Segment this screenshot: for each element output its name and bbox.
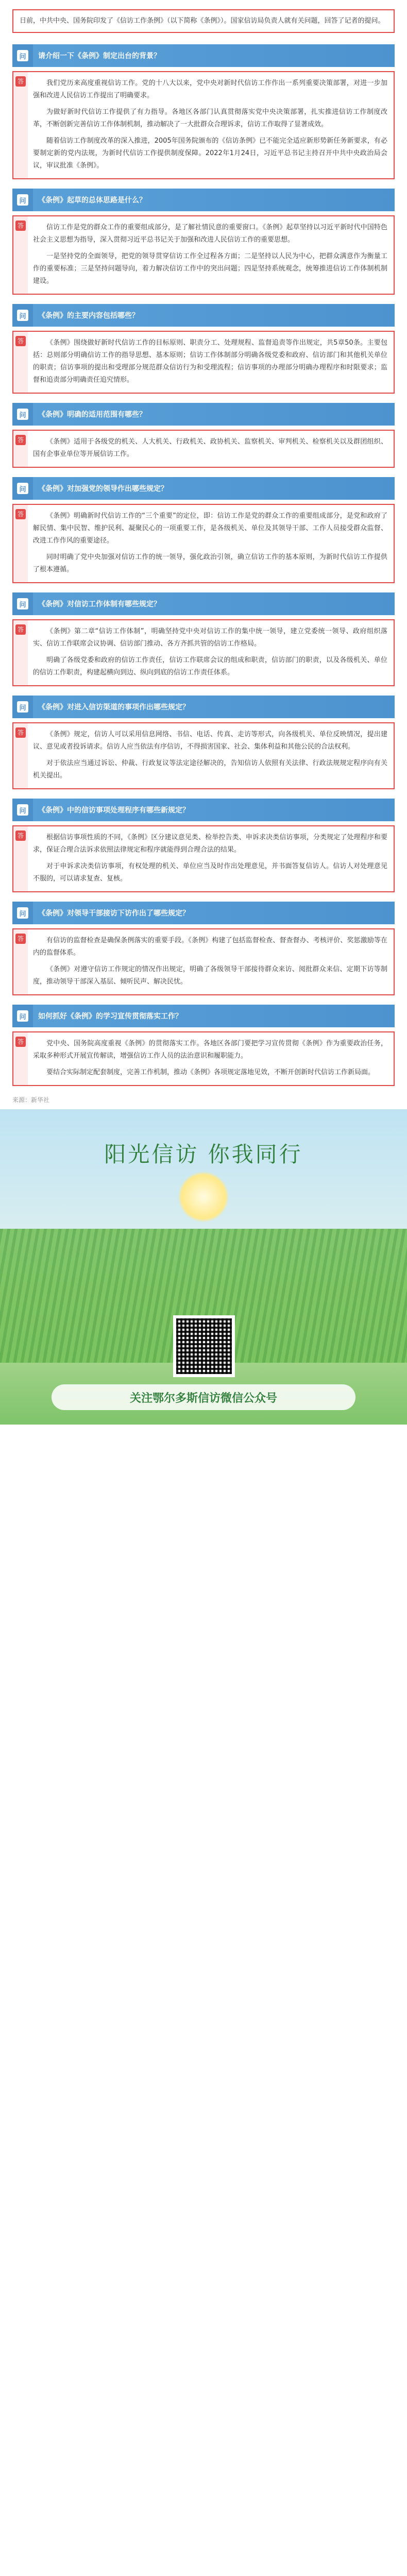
answer-box — [12, 825, 395, 892]
question-bar — [12, 189, 395, 211]
qr-code-icon — [176, 1318, 232, 1374]
answer-box — [12, 430, 395, 468]
qa-item — [12, 696, 395, 789]
answer-paragraph: 随着信访工作制度改革的深入推进，2005年国务院颁布的《信访条例》已不能完全适应新形势新任务新要求，有必要制定新的党内法规，为新时代信访工作提供制度保障。2022年1月24日，习近平总书记主持召开中共中央政治局会议，审议批准《条例》。 — [33, 137, 387, 170]
answer-paragraph: 信访工作是党的群众工作的重要组成部分，是了解社情民意的重要窗口。《条例》起草坚持以习近平新时代中国特色社会主义思想为指导，深入贯彻习近平总书记关于加强和改进人民信访工作的重要思想。 — [33, 224, 387, 244]
sun-graphic — [178, 1171, 229, 1223]
qa-item — [12, 304, 395, 394]
question-text: 《条例》明确的适用范围有哪些？ — [38, 411, 146, 419]
intro-box — [12, 9, 395, 33]
question-text: 《条例》对信访工作体制有哪些规定？ — [38, 600, 161, 608]
question-text: 《条例》的主要内容包括哪些？ — [38, 312, 139, 320]
question-bar — [12, 1005, 395, 1027]
answer-paragraph: 《条例》适用于各级党的机关、人大机关、行政机关、政协机关、监察机关、审判机关、检察机关以及群团组织、国有企事业单位等开展信访工作。 — [33, 438, 387, 458]
qa-item — [12, 799, 395, 892]
answer-box — [12, 331, 395, 394]
question-text: 《条例》对进入信访渠道的事项作出哪些规定？ — [38, 703, 190, 711]
answer-paragraph: 《条例》明确新时代信访工作的“三个重要”的定位，即：信访工作是党的群众工作的重要组成部分，是党和政府了解民情、集中民智、维护民利、凝聚民心的一项重要工作，是各级机关、单位及其领导干部、工作人员接受群众监督、改进工作作风的重要途径。 — [33, 512, 387, 545]
question-badge-icon: 问 — [12, 1005, 33, 1027]
qa-item — [12, 1005, 395, 1086]
answer-badge-icon: 答 — [13, 332, 28, 393]
question-badge-icon: 问 — [12, 304, 33, 327]
answer-paragraph: 明确了各级党委和政府的信访工作责任，信访工作联席会议的组成和职责，信访部门的职责，以及各级机关、单位的信访工作职责，构建起横向到边、纵向到底的信访工作责任体系。 — [33, 656, 387, 676]
answer-paragraph: 要结合实际制定配套制度，完善工作机制，推动《条例》各项规定落地见效，不断开创新时代信访工作新局面。 — [46, 1069, 375, 1076]
qa-item — [12, 592, 395, 686]
answer-box — [12, 504, 395, 583]
qa-item — [12, 189, 395, 295]
question-bar — [12, 403, 395, 426]
question-bar — [12, 799, 395, 821]
answer-paragraph: 为做好新时代信访工作提供了有力指导。各地区各部门认真贯彻落实党中央决策部署，扎实推进信访工作制度改革，不断创新完善信访工作体制机制，推动解决了一大批群众合理诉求，信访工作取得了显著成效。 — [33, 108, 387, 128]
question-badge-icon: 问 — [12, 592, 33, 615]
question-text: 《条例》对领导干部接访下访作出了哪些规定？ — [38, 909, 190, 918]
answer-paragraph: 一是坚持党的全面领导，把党的领导贯穿信访工作全过程各方面；二是坚持以人民为中心，把群众满意作为衡量工作的重要标准；三是坚持问题导向，着力解决信访工作中的突出问题；四是坚持系统观念，统筹推进信访工作体制机制建设。 — [33, 252, 387, 285]
qa-list — [0, 44, 407, 1086]
question-text: 《条例》对加强党的领导作出哪些规定？ — [38, 485, 168, 493]
qa-item — [12, 902, 395, 995]
answer-badge-icon: 答 — [13, 1032, 28, 1085]
answer-paragraph: 对于依法应当通过诉讼、仲裁、行政复议等法定途径解决的，告知信访人依照有关法律、行政法规规定程序向有关机关提出。 — [33, 759, 387, 779]
answer-badge-icon: 答 — [13, 826, 28, 891]
source-text: 来源：新华社 — [12, 1096, 50, 1104]
answer-badge-icon: 答 — [13, 72, 28, 178]
question-bar — [12, 902, 395, 924]
qa-item — [12, 477, 395, 583]
answer-paragraph: 有信访的监督检查是确保条例落实的重要手段。《条例》构建了包括监督检查、督查督办、考核评价、奖惩激励等在内的监督体系。 — [33, 937, 387, 957]
answer-badge-icon: 答 — [13, 216, 28, 294]
answer-badge-icon: 答 — [13, 620, 28, 685]
answer-paragraph: 《条例》规定，信访人可以采用信息网络、书信、电话、传真、走访等形式，向各级机关、单位反映情况，提出建议、意见或者投诉请求。信访人应当依法有序信访，不得损害国家、社会、集体利益和其他公民的合法权利。 — [33, 731, 387, 751]
answer-box — [12, 1031, 395, 1086]
question-badge-icon: 问 — [12, 189, 33, 211]
question-text: 如何抓好《条例》的学习宣传贯彻落实工作？ — [38, 1012, 182, 1021]
question-badge-icon: 问 — [12, 477, 33, 500]
question-badge-icon: 问 — [12, 44, 33, 67]
answer-box — [12, 722, 395, 789]
follow-label: 关注鄂尔多斯信访微信公众号 — [52, 1384, 355, 1410]
question-bar — [12, 696, 395, 718]
answer-paragraph: 《条例》围绕做好新时代信访工作的目标原则、职责分工、处理规程、监督追责等作出规定，共5章50条。主要包括：总则部分明确信访工作的指导思想、基本原则；信访工作体制部分明确各级党委和政府、信访部门和其他机关单位的职责；信访事项的提出和受理部分规范群众信访行为和受理流程；信访事项的办理部分明确办理程序和时限要求；监督和追责部分明确责任追究情形。 — [33, 339, 387, 384]
answer-paragraph: 《条例》第二章“信访工作体制”，明确坚持党中央对信访工作的集中统一领导，建立党委统一领导、政府组织落实、信访工作联席会议协调、信访部门推动、各方齐抓共管的信访工作格局。 — [33, 628, 387, 648]
answer-paragraph: 对于申诉求决类信访事项，有权处理的机关、单位应当及时作出处理意见，并书面答复信访人。信访人对处理意见不服的，可以请求复查、复核。 — [33, 862, 387, 883]
answer-paragraph: 根据信访事项性质的不同，《条例》区分建议意见类、检举控告类、申诉求决类信访事项，分类规定了处理程序和要求，保证合理合法诉求依照法律规定和程序就能得到合理合法的结果。 — [33, 834, 387, 854]
qa-item — [12, 403, 395, 468]
intro-text: 日前，中共中央、国务院印发了《信访工作条例》（以下简称《条例》）。国家信访局负责人就有关问题，回答了记者的提问。 — [20, 17, 385, 25]
answer-paragraph: 我们党历来高度重视信访工作。党的十八大以来，党中央对新时代信访工作作出一系列重要决策部署，对进一步加强和改进人民信访工作提出了明确要求。 — [33, 79, 387, 99]
question-bar — [12, 477, 395, 500]
answer-badge-icon: 答 — [13, 723, 28, 788]
answer-paragraph: 《条例》对遵守信访工作规定的情况作出规定，明确了各级领导干部接待群众来访、阅批群众来信、定期下访等制度，推动领导干部深入基层、倾听民声、解决民忧。 — [33, 965, 387, 986]
answer-box — [12, 619, 395, 686]
answer-paragraph: 同时明确了党中央加强对信访工作的统一领导，强化政治引领，确立信访工作的基本原则，为新时代信访工作提供了根本遵循。 — [33, 553, 387, 573]
question-bar — [12, 592, 395, 615]
answer-badge-icon: 答 — [13, 505, 28, 582]
answer-box — [12, 215, 395, 295]
answer-badge-icon: 答 — [13, 431, 28, 467]
answer-paragraph: 党中央、国务院高度重视《条例》的贯彻落实工作。各地区各部门要把学习宣传贯彻《条例》作为重要政治任务，采取多种形式开展宣传解读，增强信访工作人员的法治意识和履职能力。 — [33, 1040, 387, 1060]
answer-box — [12, 71, 395, 179]
answer-box — [12, 928, 395, 995]
question-text: 《条例》起草的总体思路是什么？ — [38, 196, 146, 205]
question-bar — [12, 44, 395, 67]
question-badge-icon: 问 — [12, 799, 33, 821]
question-text: 《条例》中的信访事项处理程序有哪些新规定？ — [38, 806, 190, 815]
question-badge-icon: 问 — [12, 902, 33, 924]
question-bar — [12, 304, 395, 327]
question-text: 请介绍一下《条例》制定出台的背景？ — [38, 52, 161, 60]
banner-image — [0, 1109, 407, 1425]
question-badge-icon: 问 — [12, 696, 33, 718]
article-page — [0, 9, 407, 1425]
question-badge-icon: 问 — [12, 403, 33, 426]
banner-title: 阳光信访 你我同行 — [104, 1142, 303, 1167]
answer-badge-icon: 答 — [13, 929, 28, 994]
qr-code[interactable] — [173, 1315, 235, 1377]
qa-item — [12, 44, 395, 179]
